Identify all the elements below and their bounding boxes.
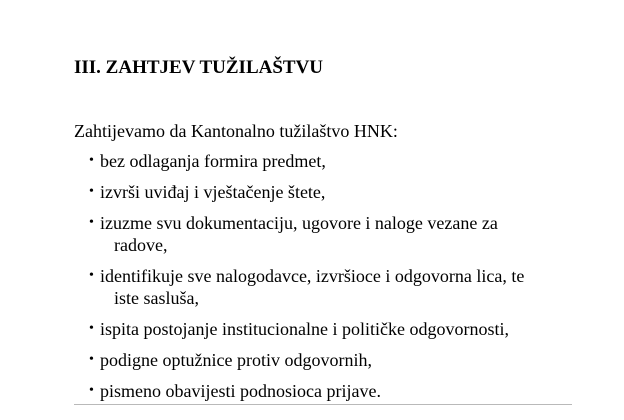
- demand-text: podigne optužnice protiv odgovornih,: [100, 350, 372, 370]
- intro-paragraph: Zahtijevamo da Kantonalno tužilaštvo HNK:: [74, 121, 398, 141]
- demand-item: [89, 380, 569, 402]
- demand-text: ispita postojanje institucionalne i političke odgovornosti,: [100, 319, 509, 339]
- bullet-icon: •: [89, 268, 94, 283]
- demand-text: izuzme svu dokumentaciju, ugovore i naloge vezane za: [100, 213, 498, 233]
- demand-item: [89, 349, 569, 371]
- demand-text: bez odlaganja formira predmet,: [100, 151, 326, 171]
- bullet-icon: •: [89, 352, 94, 367]
- bullet-icon: •: [89, 321, 94, 336]
- demand-text-continuation: iste sasluša,: [114, 288, 199, 308]
- demand-text: izvrši uviđaj i vještačenje štete,: [100, 182, 326, 202]
- bullet-icon: •: [89, 153, 94, 168]
- bullet-icon: •: [89, 383, 94, 398]
- demand-item: [89, 318, 569, 340]
- bullet-icon: •: [89, 184, 94, 199]
- demand-item: [89, 150, 569, 172]
- demand-item: [89, 212, 569, 256]
- demands-list: [89, 150, 569, 411]
- section-heading: III. ZAHTJEV TUŽILAŠTVU: [74, 57, 324, 78]
- demand-text: identifikuje sve nalogodavce, izvršioce i odgovorna lica, te: [100, 266, 525, 286]
- demand-item: [89, 265, 569, 309]
- demand-item: [89, 181, 569, 203]
- page-divider: [74, 404, 572, 405]
- bullet-icon: •: [89, 215, 94, 230]
- demand-text-continuation: radove,: [114, 235, 168, 255]
- demand-text: pismeno obavijesti podnosioca prijave.: [100, 381, 381, 401]
